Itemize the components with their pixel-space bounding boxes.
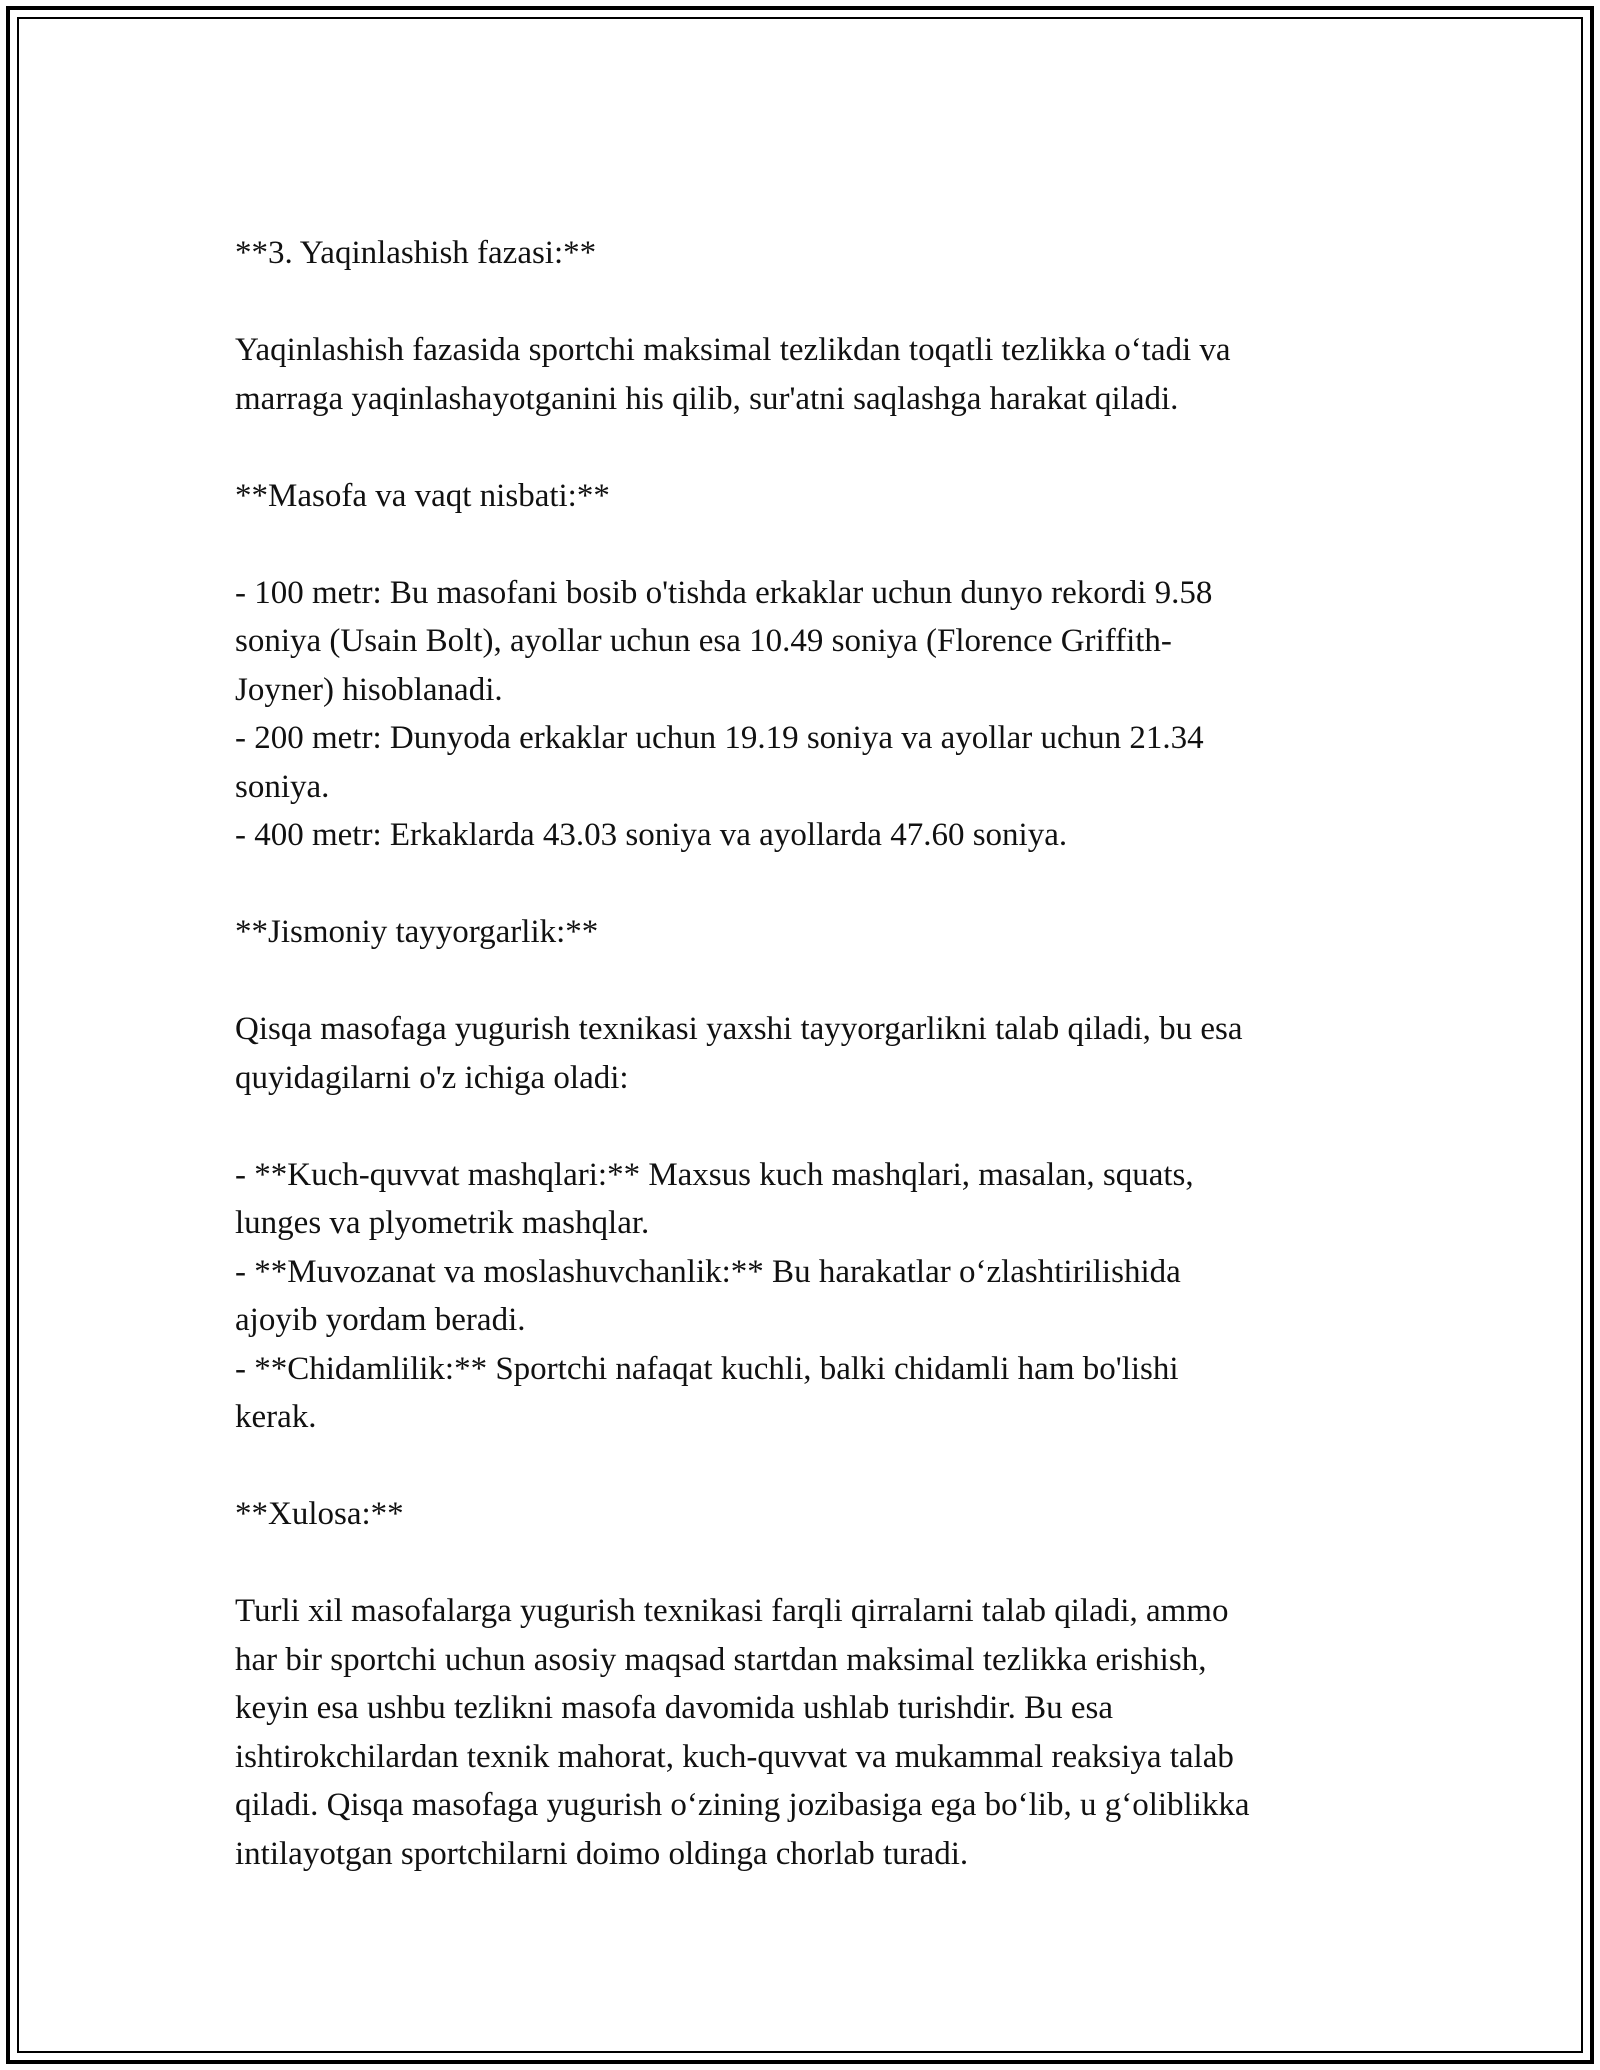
list-item-line: ajoyib yordam beradi.	[235, 1302, 526, 1338]
paragraph-gap	[235, 957, 1385, 1006]
paragraph-gap	[235, 860, 1385, 909]
list-item-line: kerak.	[235, 1399, 317, 1435]
paragraph-line: qiladi. Qisqa masofaga yugurish o‘zining jozibasiga ega bo‘lib, u g‘oliblikka	[235, 1787, 1250, 1823]
paragraph-line: Qisqa masofaga yugurish texnikasi yaxshi tayyorgarlikni talab qiladi, bu esa	[235, 1011, 1243, 1047]
paragraph-line: intilayotgan sportchilarni doimo oldinga chorlab turadi.	[235, 1835, 969, 1872]
list-item-line: - **Muvozanat va moslashuvchanlik:** Bu harakatlar o‘zlashtirilishida	[235, 1253, 1181, 1290]
paragraph-line: quyidagilarni o'z ichiga oladi:	[235, 1059, 629, 1096]
section-heading-approach-phase: **3. Yaqinlashish fazasi:**	[235, 235, 597, 271]
list-item-line: - 100 metr: Bu masofani bosib o'tishda erkaklar uchun dunyo rekordi 9.58	[235, 574, 1213, 611]
paragraph-gap	[235, 423, 1385, 472]
list-item-line: - 200 metr: Dunyoda erkaklar uchun 19.19 soniya va ayollar uchun 21.34	[235, 720, 1204, 756]
list-item-line: Joyner) hisoblanadi.	[235, 671, 503, 708]
list-item-line: soniya (Usain Bolt), ayollar uchun esa 10.49 soniya (Florence Griffith-	[235, 623, 1172, 659]
list-item-line: - **Kuch-quvvat mashqlari:** Maxsus kuch mashqlari, masalan, squats,	[235, 1156, 1194, 1193]
list-item-line: - 400 metr: Erkaklarda 43.03 soniya va ayollarda 47.60 soniya.	[235, 817, 1068, 853]
section-heading-physical-preparation: **Jismoniy tayyorgarlik:**	[235, 914, 599, 950]
document-body	[235, 229, 1385, 1878]
paragraph-gap	[235, 278, 1385, 327]
section-heading-distance-time: **Masofa va vaqt nisbati:**	[235, 477, 610, 514]
paragraph-gap	[235, 1539, 1385, 1588]
paragraph-line: Turli xil masofalarga yugurish texnikasi farqli qirralarni talab qiladi, ammo	[235, 1593, 1229, 1629]
paragraph-line: har bir sportchi uchun asosiy maqsad startdan maksimal tezlikka erishish,	[235, 1641, 1207, 1678]
section-heading-conclusion: **Xulosa:**	[235, 1496, 404, 1532]
paragraph-line: keyin esa ushbu tezlikni masofa davomida ushlab turishdir. Bu esa	[235, 1690, 1113, 1726]
list-item-line: - **Chidamlilik:** Sportchi nafaqat kuchli, balki chidamli ham bo'lishi	[235, 1350, 1179, 1387]
paragraph-gap	[235, 520, 1385, 569]
list-item-line: soniya.	[235, 768, 330, 805]
paragraph-line: Yaqinlashish fazasida sportchi maksimal tezlikdan toqatli tezlikka o‘tadi va	[235, 332, 1231, 368]
paragraph-line: ishtirokchilardan texnik mahorat, kuch-quvvat va mukammal reaksiya talab	[235, 1738, 1234, 1775]
paragraph-line: marraga yaqinlashayotganini his qilib, sur'atni saqlashga harakat qiladi.	[235, 380, 1179, 417]
paragraph-gap	[235, 1442, 1385, 1491]
paragraph-gap	[235, 1102, 1385, 1151]
list-item-line: lunges va plyometrik mashqlar.	[235, 1205, 650, 1241]
